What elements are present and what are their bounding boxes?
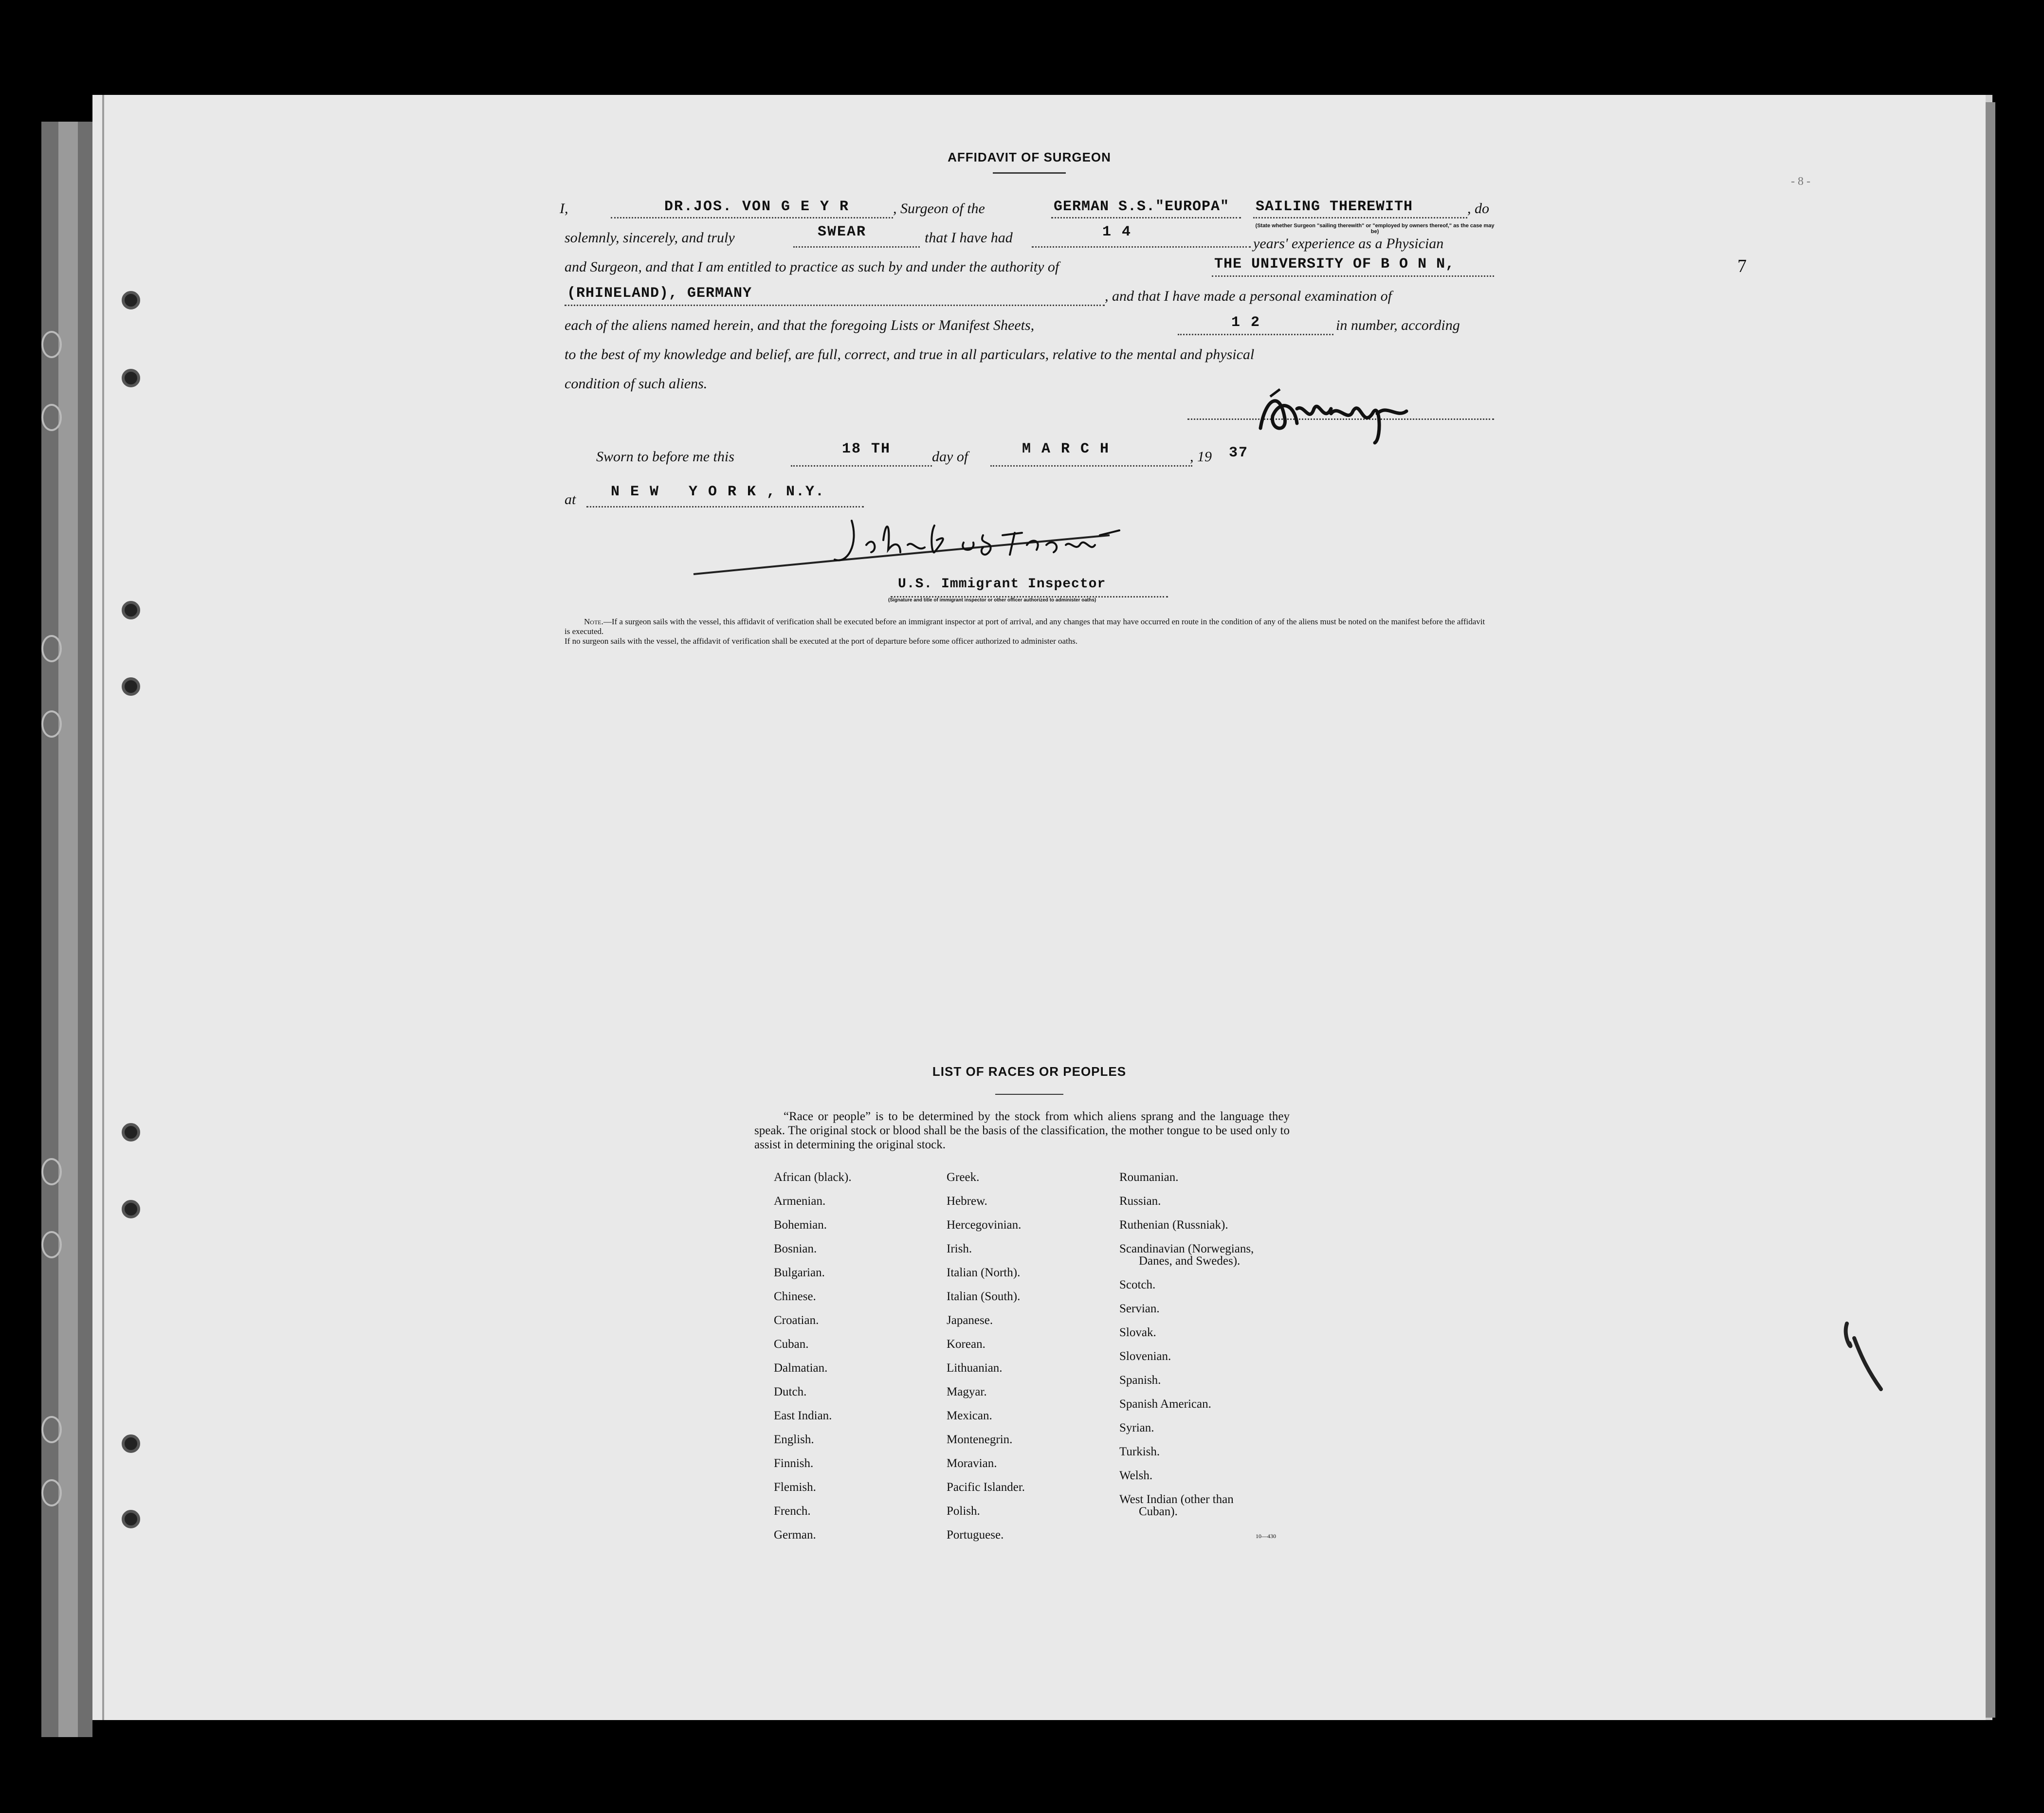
race-item: Hebrew.	[947, 1195, 987, 1208]
month-field-line	[990, 465, 1192, 467]
binder-hole-icon	[122, 677, 140, 696]
race-item: West Indian (other than	[1119, 1493, 1234, 1506]
inspector-signature-icon	[691, 506, 1168, 584]
race-item: Irish.	[947, 1242, 972, 1255]
sheets-field-line	[1178, 334, 1333, 335]
statement-line: to the best of my knowledge and belief, are full, correct, and true in all particulars, relative to the mental and physical	[565, 346, 1255, 363]
race-item: Dutch.	[774, 1385, 807, 1398]
binder-ring-icon	[41, 404, 62, 431]
name-field-line	[611, 217, 893, 218]
label-do: , do	[1467, 200, 1489, 217]
label-at: at	[565, 491, 576, 508]
authority-field-line	[1212, 275, 1494, 277]
document-page	[92, 95, 1992, 1720]
race-item: Cuban).	[1139, 1505, 1178, 1518]
race-item: Danes, and Swedes).	[1139, 1254, 1241, 1268]
race-item: Cuban.	[774, 1338, 809, 1351]
race-item: Mexican.	[947, 1409, 992, 1422]
label-experience: years' experience as a Physician	[1253, 236, 1444, 252]
statement-line-end: condition of such aliens.	[565, 376, 708, 392]
race-item: Italian (North).	[947, 1266, 1021, 1279]
label-have-had: that I have had	[925, 230, 1013, 246]
binder-ring-icon	[41, 1479, 62, 1506]
races-column-1	[774, 1165, 852, 1547]
label-day-of: day of	[932, 449, 968, 465]
sworn-year: 37	[1229, 445, 1249, 461]
races-title-rule	[995, 1094, 1063, 1095]
race-item: East Indian.	[774, 1409, 832, 1422]
race-item: Magyar.	[947, 1385, 987, 1398]
race-item: Flemish.	[774, 1481, 816, 1494]
race-item: Spanish.	[1119, 1374, 1161, 1387]
note-paragraph-2	[565, 636, 1489, 646]
race-item: English.	[774, 1433, 814, 1446]
label-year: , 19	[1190, 449, 1212, 465]
binder-ring-icon	[41, 1158, 62, 1185]
race-item: Montenegrin.	[947, 1433, 1013, 1446]
binder-hole-icon	[122, 1510, 140, 1528]
authority-field-line-2	[565, 305, 1105, 306]
races-intro: “Race or people” is to be determined by the stock from which aliens sprang and the language they speak. The original stock or blood shall be the basis of the classification, the mother tongue to be used only to assist in determining the original stock.	[754, 1110, 1290, 1151]
races-title: LIST OF RACES OR PEOPLES	[932, 1064, 1127, 1079]
race-item: Portuguese.	[947, 1528, 1004, 1541]
sworn-place: N E W Y O R K , N.Y.	[611, 484, 825, 500]
binder-ring-icon	[41, 1231, 62, 1258]
label-in-number: in number, according	[1336, 317, 1460, 333]
sworn-day: 18 TH	[842, 441, 891, 457]
race-item: Ruthenian (Russniak).	[1119, 1218, 1228, 1232]
label-sworn: Sworn to before me this	[596, 449, 734, 465]
page-edge	[1986, 102, 1995, 1718]
race-item: Turkish.	[1119, 1445, 1160, 1458]
label-i: I,	[560, 200, 568, 217]
label-surgeon-of: , Surgeon of the	[893, 200, 985, 217]
race-item: Scotch.	[1119, 1278, 1156, 1291]
inspector-note: (Signature and title of immigrant inspector or other officer authorized to administer oaths)	[888, 598, 1096, 603]
race-item: Servian.	[1119, 1302, 1160, 1315]
page-number: 7	[1737, 256, 1747, 276]
binder-hole-icon	[122, 369, 140, 387]
note-lead: Note.	[584, 617, 603, 626]
binding-line	[102, 95, 104, 1720]
binder-ring-icon	[41, 331, 62, 358]
binder-hole-icon	[122, 1434, 140, 1453]
race-item: Moravian.	[947, 1457, 997, 1470]
race-item: Russian.	[1119, 1195, 1161, 1208]
race-item: Croatian.	[774, 1314, 819, 1327]
race-item: African (black).	[774, 1171, 852, 1184]
status-note: (State whether Surgeon "sailing therewith" or "employed by owners thereof," as the case may be)	[1255, 223, 1495, 235]
race-item: Syrian.	[1119, 1421, 1154, 1434]
label-manifest: each of the aliens named herein, and that the foregoing Lists or Manifest Sheets,	[565, 317, 1035, 333]
binder-hole-icon	[122, 1123, 140, 1142]
vessel-field-line	[1051, 217, 1241, 218]
race-item: Finnish.	[774, 1457, 814, 1470]
race-item: Japanese.	[947, 1314, 993, 1327]
note-text-2: If no surgeon sails with the vessel, the affidavit of verification shall be executed at the port of departure before some officer authorized to administer oaths.	[565, 636, 1078, 646]
binder-ring-icon	[41, 635, 62, 662]
sworn-month: M A R C H	[1022, 441, 1110, 457]
surgeon-name: DR.JOS. VON G E Y R	[664, 199, 850, 215]
race-item: Pacific Islander.	[947, 1481, 1025, 1494]
authority-line-1: THE UNIVERSITY OF B O N N,	[1214, 256, 1455, 272]
affidavit-title: AFFIDAVIT OF SURGEON	[948, 150, 1111, 164]
races-column-2	[947, 1165, 1025, 1547]
surgeon-status: SAILING THEREWITH	[1256, 199, 1413, 215]
race-item: Dalmatian.	[774, 1361, 828, 1375]
race-item: French.	[774, 1505, 811, 1518]
years-field-line	[1032, 246, 1251, 248]
form-number: 10—430	[1256, 1533, 1276, 1540]
race-item: Greek.	[947, 1171, 980, 1184]
race-item: Slovenian.	[1119, 1350, 1171, 1363]
race-item: German.	[774, 1528, 816, 1541]
label-personal-exam: , and that I have made a personal examination of	[1105, 288, 1392, 304]
race-item: Bulgarian.	[774, 1266, 825, 1279]
race-item: Slovak.	[1119, 1326, 1156, 1339]
race-item: Spanish American.	[1119, 1397, 1211, 1411]
note-text-1: —If a surgeon sails with the vessel, this affidavit of verification shall be executed before an immigrant inspector at port of arrival, and any changes that may have occurred en route in the condition of any of the aliens must be noted on the manifest before the affidavit is executed.	[565, 617, 1485, 636]
binder-hole-icon	[122, 1200, 140, 1218]
race-item: Scandinavian (Norwegians,	[1119, 1242, 1254, 1255]
label-authority: and Surgeon, and that I am entitled to practice as such by and under the authority of	[565, 259, 1059, 275]
status-field-line	[1253, 217, 1467, 218]
note-paragraph-1	[565, 617, 1489, 636]
vessel-name: GERMAN S.S."EUROPA"	[1054, 199, 1230, 215]
race-item: Bohemian.	[774, 1218, 827, 1232]
oath-field-line	[793, 246, 920, 248]
race-item: Chinese.	[774, 1290, 816, 1303]
binder-hole-icon	[122, 601, 140, 619]
pencil-mark-icon	[1840, 1319, 1888, 1396]
race-item: Italian (South).	[947, 1290, 1021, 1303]
binder-hole-icon	[122, 291, 140, 309]
race-item: Korean.	[947, 1338, 986, 1351]
binder-ring-icon	[41, 710, 62, 738]
authority-line-2: (RHINELAND), GERMANY	[567, 285, 752, 302]
sheets-count: 1 2	[1231, 314, 1261, 331]
affidavit-note	[565, 617, 1489, 646]
oath-type: SWEAR	[818, 224, 867, 240]
corner-mark: - 8 -	[1791, 175, 1810, 188]
race-item: Lithuanian.	[947, 1361, 1003, 1375]
binder-ring-icon	[41, 1416, 62, 1443]
race-item: Polish.	[947, 1505, 980, 1518]
races-column-3	[1119, 1165, 1254, 1518]
inspector-title: U.S. Immigrant Inspector	[898, 577, 1106, 592]
years-experience: 1 4	[1102, 224, 1132, 240]
title-rule	[993, 172, 1066, 174]
race-item: Roumanian.	[1119, 1171, 1179, 1184]
race-item: Welsh.	[1119, 1469, 1153, 1482]
day-field-line	[791, 465, 932, 467]
race-item: Armenian.	[774, 1195, 826, 1208]
race-item: Hercegovinian.	[947, 1218, 1022, 1232]
label-solemnly: solemnly, sincerely, and truly	[565, 230, 735, 246]
surgeon-signature-icon	[1251, 370, 1436, 448]
race-item: Bosnian.	[774, 1242, 817, 1255]
